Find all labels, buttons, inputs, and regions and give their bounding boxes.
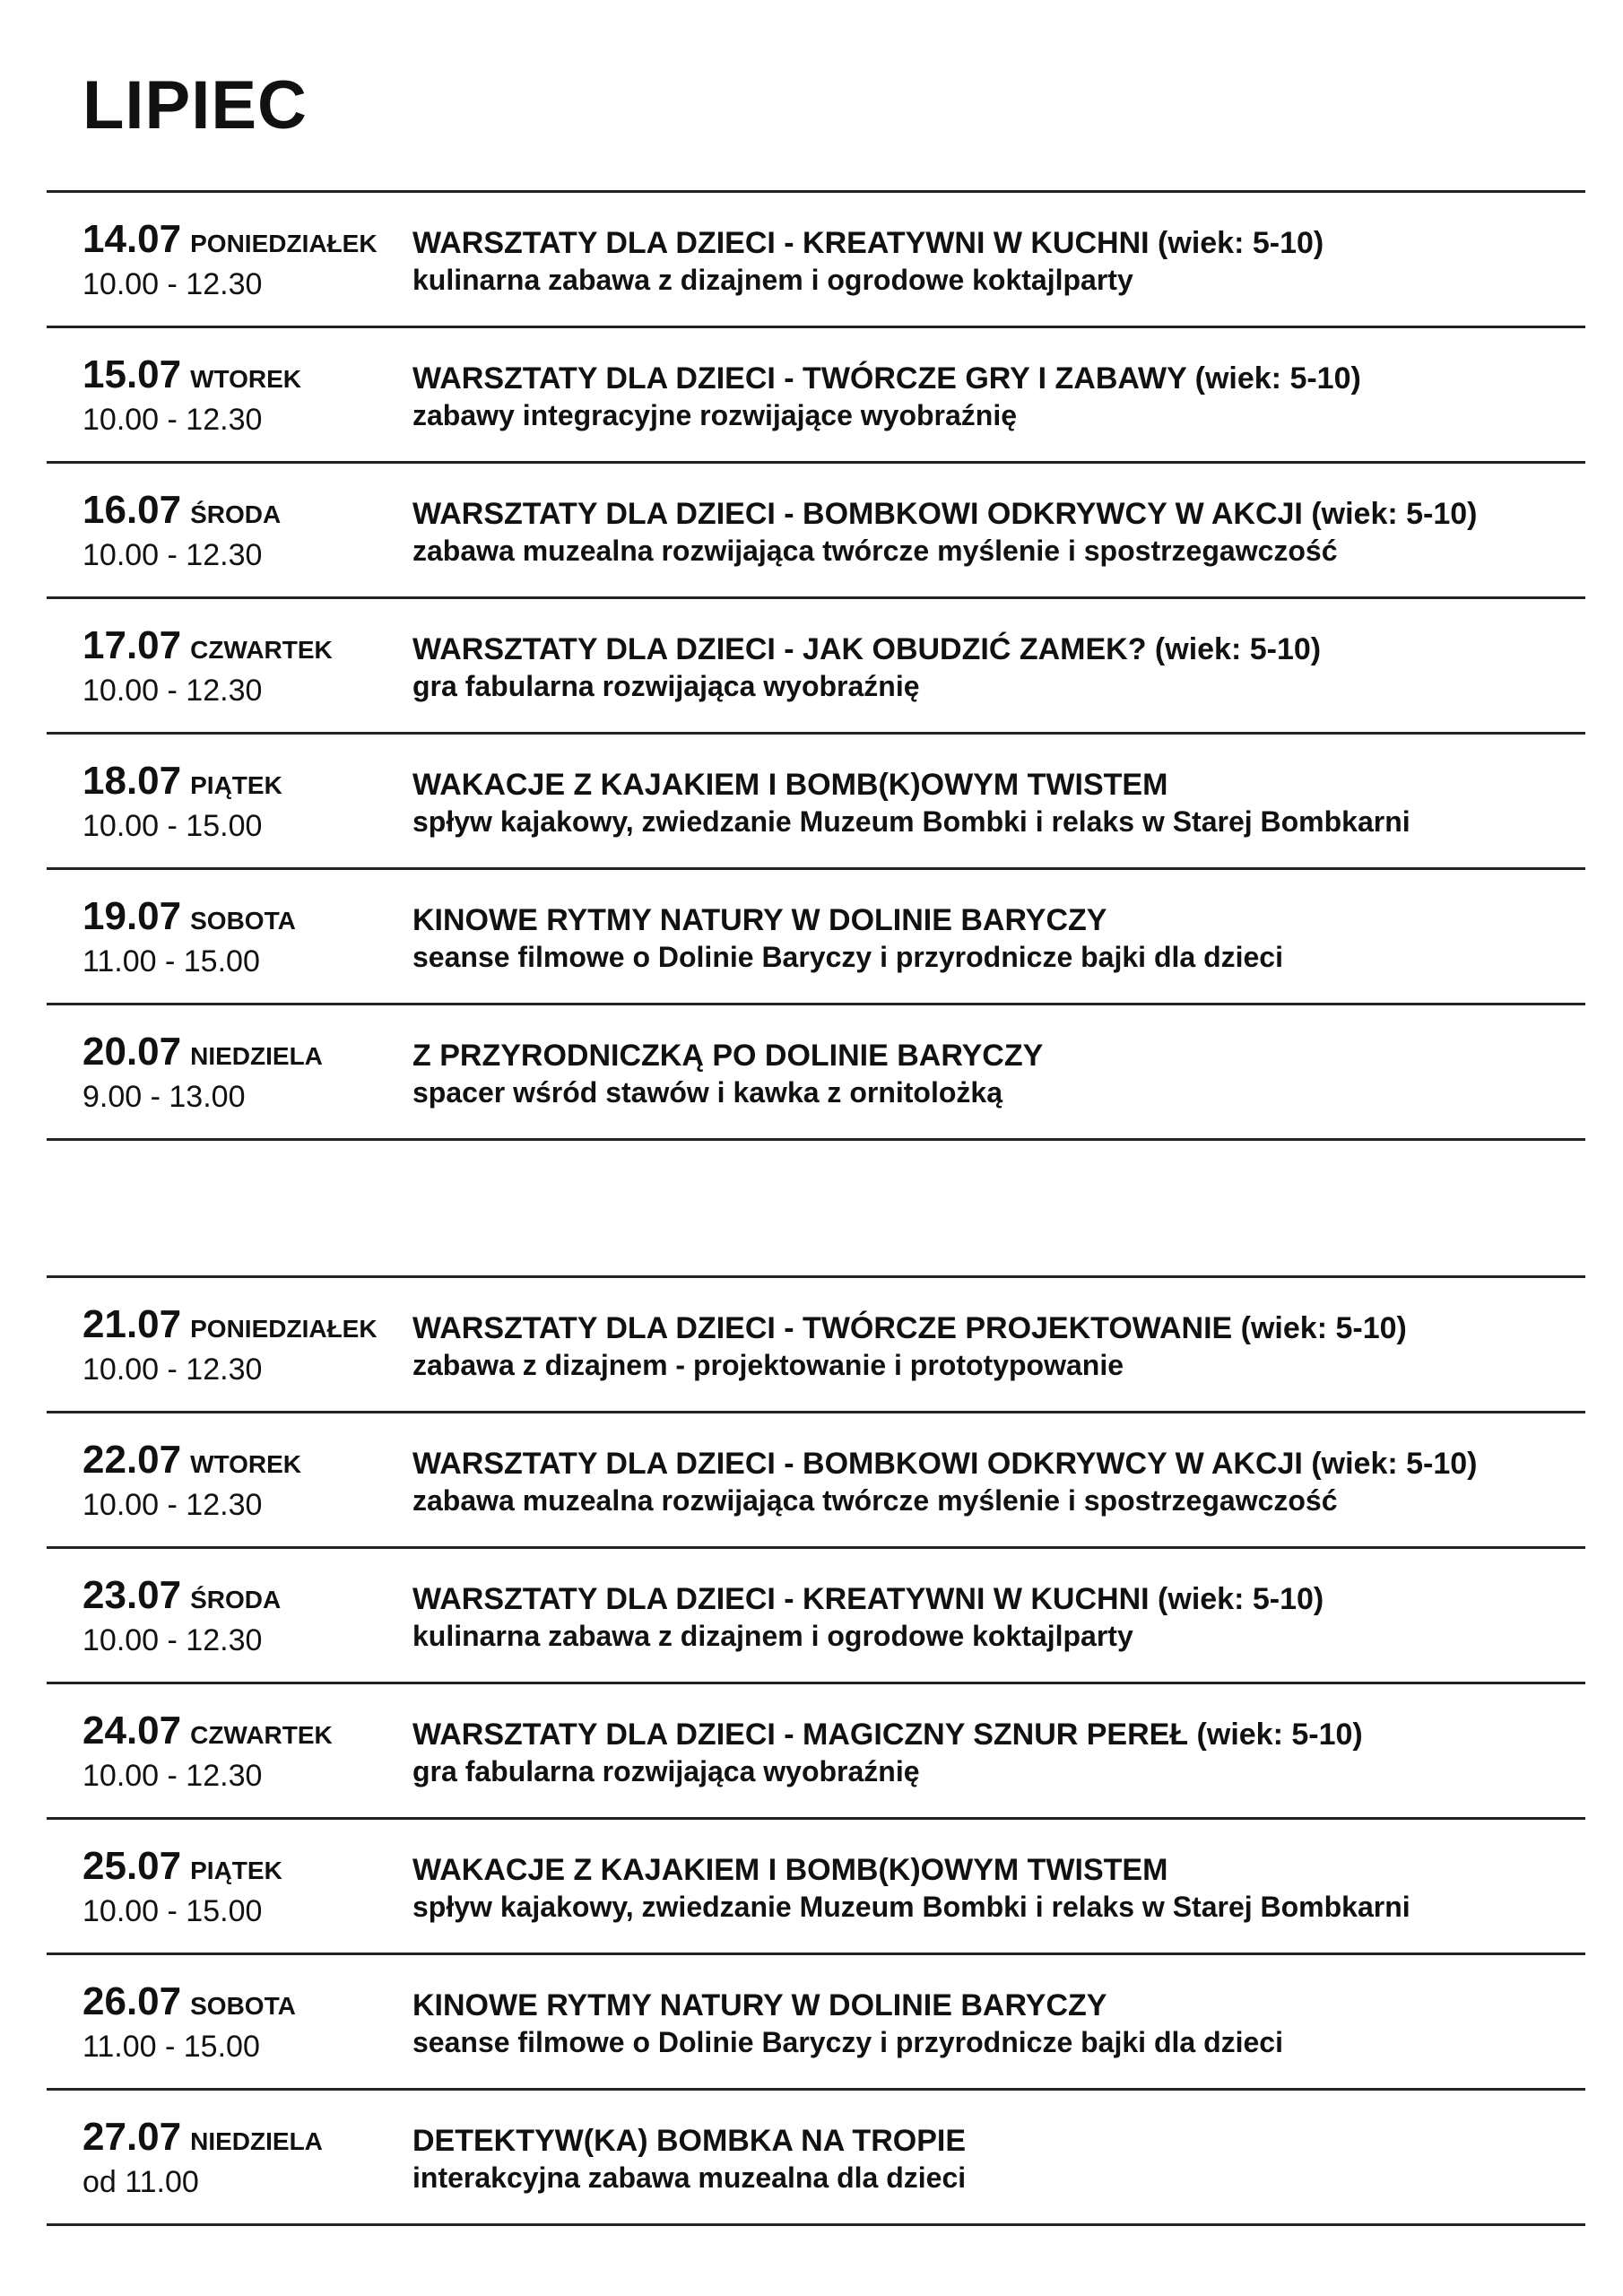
- schedule-row: [47, 1684, 1585, 1820]
- event-block: [412, 1038, 1578, 1111]
- event-weekday: ŚRODA: [190, 500, 282, 528]
- date-block: [82, 217, 441, 301]
- event-description: kulinarna zabawa z dizajnem i ogrodowe koktajlparty: [412, 1619, 1133, 1652]
- date-block: [82, 623, 441, 708]
- event-title: KINOWE RYTMY NATURY W DOLINIE BARYCZY: [412, 1988, 1107, 2022]
- event-block: [412, 1446, 1578, 1519]
- event-title: WARSZTATY DLA DZIECI - BOMBKOWI ODKRYWCY W AKCJI: [412, 497, 1303, 531]
- event-weekday: PIĄTEK: [190, 771, 282, 799]
- date-block: [82, 488, 441, 572]
- event-description: spacer wśród stawów i kawka z ornitolożką: [412, 1075, 1002, 1109]
- event-date: 24.07: [82, 1709, 182, 1752]
- event-date: 23.07: [82, 1573, 182, 1617]
- event-weekday: NIEDZIELA: [190, 2127, 323, 2155]
- event-description: kulinarna zabawa z dizajnem i ogrodowe koktajlparty: [412, 263, 1133, 296]
- event-time: 10.00 - 12.30: [82, 538, 263, 572]
- event-block: [412, 767, 1578, 840]
- event-time: 10.00 - 12.30: [82, 1623, 263, 1657]
- event-age: (wiek: 5-10): [1232, 1311, 1407, 1345]
- event-block: [412, 1717, 1578, 1790]
- event-time: 10.00 - 15.00: [82, 809, 263, 843]
- event-description: gra fabularna rozwijająca wyobraźnię: [412, 669, 920, 702]
- event-title: Z PRZYRODNICZKĄ PO DOLINIE BARYCZY: [412, 1039, 1044, 1073]
- event-time: 9.00 - 13.00: [82, 1080, 246, 1114]
- date-block: [82, 1573, 441, 1657]
- date-block: [82, 1979, 441, 2064]
- event-time: 10.00 - 12.30: [82, 1352, 263, 1387]
- event-block: [412, 2123, 1578, 2196]
- schedule-row: [47, 599, 1585, 735]
- event-date: 20.07: [82, 1030, 182, 1074]
- event-date: 16.07: [82, 488, 182, 532]
- event-description: zabawa z dizajnem - projektowanie i prototypowanie: [412, 1348, 1124, 1381]
- event-description: zabawy integracyjne rozwijające wyobraźnię: [412, 398, 1018, 431]
- event-time: od 11.00: [82, 2165, 199, 2199]
- schedule-row: [47, 870, 1585, 1005]
- event-title: WARSZTATY DLA DZIECI - MAGICZNY SZNUR PEREŁ: [412, 1718, 1189, 1752]
- event-description: zabawa muzealna rozwijająca twórcze myślenie i spostrzegawczość: [412, 1483, 1338, 1517]
- event-title: WAKACJE Z KAJAKIEM I BOMB(K)OWYM TWISTEM: [412, 768, 1168, 802]
- event-time: 11.00 - 15.00: [82, 2030, 260, 2064]
- event-description: spływ kajakowy, zwiedzanie Muzeum Bombki i relaks w Starej Bombkarni: [412, 1890, 1410, 1923]
- event-date: 22.07: [82, 1438, 182, 1482]
- event-age: (wiek: 5-10): [1149, 1582, 1324, 1616]
- date-block: [82, 1302, 441, 1387]
- event-description: seanse filmowe o Dolinie Baryczy i przyrodnicze bajki dla dzieci: [412, 940, 1283, 973]
- event-time: 10.00 - 12.30: [82, 674, 263, 708]
- event-weekday: PONIEDZIAŁEK: [190, 230, 378, 257]
- event-block: [412, 1581, 1578, 1655]
- event-date: 19.07: [82, 894, 182, 938]
- event-date: 14.07: [82, 217, 182, 261]
- event-block: [412, 902, 1578, 976]
- date-block: [82, 1032, 441, 1114]
- event-block: [412, 1310, 1578, 1384]
- event-block: [412, 631, 1578, 705]
- event-weekday: PIĄTEK: [190, 1857, 282, 1884]
- event-age: (wiek: 5-10): [1186, 361, 1361, 396]
- event-weekday: CZWARTEK: [190, 636, 333, 664]
- event-age: (wiek: 5-10): [1149, 226, 1324, 260]
- event-title: WARSZTATY DLA DZIECI - TWÓRCZE PROJEKTOWANIE: [412, 1311, 1233, 1345]
- event-age: (wiek: 5-10): [1302, 497, 1478, 531]
- event-date: 15.07: [82, 352, 182, 396]
- date-block: [82, 352, 441, 437]
- schedule-section-week-2: [47, 1275, 1585, 2226]
- schedule-row: [47, 1820, 1585, 1955]
- date-block: [82, 2115, 441, 2199]
- page-title: LIPIEC: [82, 67, 308, 144]
- event-age: (wiek: 5-10): [1188, 1718, 1363, 1752]
- date-block: [82, 761, 441, 843]
- schedule-row: [47, 193, 1585, 328]
- event-description: zabawa muzealna rozwijająca twórcze myślenie i spostrzegawczość: [412, 534, 1338, 567]
- schedule-row: [47, 1413, 1585, 1549]
- event-date: 25.07: [82, 1844, 182, 1888]
- event-age: (wiek: 5-10): [1302, 1447, 1478, 1481]
- event-time: 10.00 - 12.30: [82, 1759, 263, 1793]
- schedule-row: [47, 1005, 1585, 1141]
- date-block: [82, 1711, 441, 1793]
- event-time: 10.00 - 15.00: [82, 1894, 263, 1928]
- schedule-row: [47, 2091, 1585, 2226]
- schedule-row: [47, 1955, 1585, 2091]
- event-time: 10.00 - 12.30: [82, 403, 263, 437]
- schedule-row: [47, 464, 1585, 599]
- event-title: WARSZTATY DLA DZIECI - KREATYWNI W KUCHNI: [412, 226, 1150, 260]
- date-block: [82, 1440, 441, 1522]
- event-title: WARSZTATY DLA DZIECI - BOMBKOWI ODKRYWCY W AKCJI: [412, 1447, 1303, 1481]
- event-description: spływ kajakowy, zwiedzanie Muzeum Bombki i relaks w Starej Bombkarni: [412, 804, 1410, 838]
- event-title: WARSZTATY DLA DZIECI - JAK OBUDZIĆ ZAMEK?: [412, 632, 1147, 666]
- event-weekday: PONIEDZIAŁEK: [190, 1315, 378, 1343]
- event-weekday: WTOREK: [190, 1450, 302, 1478]
- event-title: DETEKTYW(KA) BOMBKA NA TROPIE: [412, 2124, 966, 2158]
- event-date: 21.07: [82, 1302, 182, 1346]
- schedule-row: [47, 328, 1585, 464]
- event-weekday: ŚRODA: [190, 1586, 282, 1613]
- event-description: gra fabularna rozwijająca wyobraźnię: [412, 1754, 920, 1787]
- schedule-row: [47, 735, 1585, 870]
- schedule-section-week-1: [47, 190, 1585, 1141]
- event-block: [412, 496, 1578, 570]
- event-date: 18.07: [82, 759, 182, 803]
- event-time: 10.00 - 12.30: [82, 267, 263, 301]
- event-block: [412, 1987, 1578, 2061]
- event-date: 26.07: [82, 1979, 182, 2023]
- event-title: KINOWE RYTMY NATURY W DOLINIE BARYCZY: [412, 903, 1107, 937]
- event-weekday: WTOREK: [190, 365, 302, 393]
- event-date: 27.07: [82, 2115, 182, 2159]
- schedule-row: [47, 1278, 1585, 1413]
- date-block: [82, 894, 441, 978]
- event-weekday: SOBOTA: [190, 907, 296, 935]
- event-date: 17.07: [82, 623, 182, 667]
- event-block: [412, 1852, 1578, 1926]
- event-time: 11.00 - 15.00: [82, 944, 260, 978]
- event-weekday: SOBOTA: [190, 1992, 296, 2020]
- event-weekday: NIEDZIELA: [190, 1042, 323, 1070]
- event-title: WARSZTATY DLA DZIECI - TWÓRCZE GRY I ZABAWY: [412, 361, 1187, 396]
- event-weekday: CZWARTEK: [190, 1721, 333, 1749]
- event-description: interakcyjna zabawa muzealna dla dzieci: [412, 2161, 967, 2194]
- schedule-row: [47, 1549, 1585, 1684]
- event-time: 10.00 - 12.30: [82, 1488, 263, 1522]
- date-block: [82, 1844, 441, 1928]
- event-title: WAKACJE Z KAJAKIEM I BOMB(K)OWYM TWISTEM: [412, 1853, 1168, 1887]
- event-block: [412, 361, 1578, 434]
- event-block: [412, 225, 1578, 299]
- event-age: (wiek: 5-10): [1146, 632, 1322, 666]
- event-description: seanse filmowe o Dolinie Baryczy i przyrodnicze bajki dla dzieci: [412, 2025, 1283, 2058]
- event-title: WARSZTATY DLA DZIECI - KREATYWNI W KUCHNI: [412, 1582, 1150, 1616]
